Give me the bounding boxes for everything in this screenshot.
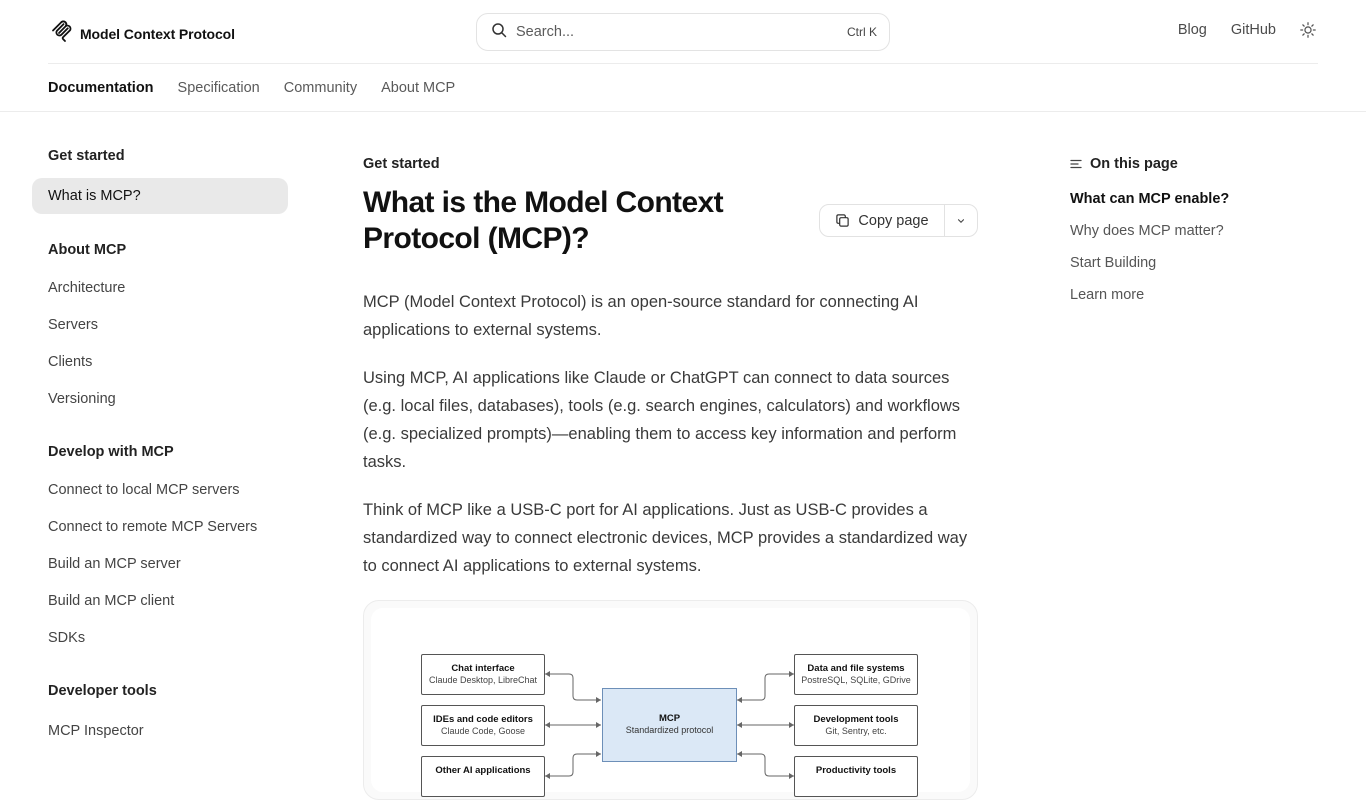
sidebar-item-mcp-inspector[interactable]: MCP Inspector [48, 723, 144, 739]
sidebar-item-architecture[interactable]: Architecture [48, 280, 126, 296]
body-paragraph: Using MCP, AI applications like Claude or ChatGPT can connect to data sources (e.g. local files, databases), tools (e.g. search engines, calculators) and workflows (e.g. specialized prompts)—enabling them to access key information and perform tasks. [363, 369, 961, 471]
tab-community[interactable]: Community [283, 80, 358, 96]
mcp-diagram-figure [363, 600, 978, 800]
search-placeholder: Search... [516, 24, 575, 40]
sidebar-group-title: Get started [48, 148, 125, 164]
sidebar-item-servers[interactable]: Servers [48, 317, 98, 333]
sidebar-group-title: About MCP [48, 242, 127, 258]
toc-item-learn-more[interactable]: Learn more [1070, 287, 1145, 303]
chevron-down-icon [956, 216, 966, 226]
tab-specification[interactable]: Specification [177, 80, 260, 96]
sidebar-item-what-is-mcp[interactable]: What is MCP? [32, 178, 288, 214]
copy-page-button[interactable] [820, 205, 945, 236]
diagram-box-data-file-systems: Data and file systems PostreSQL, SQLite, GDrive [794, 654, 918, 695]
github-link[interactable]: GitHub [1230, 22, 1276, 38]
brand-logo-link[interactable] [50, 19, 235, 48]
sidebar-group-title: Developer tools [48, 683, 157, 699]
list-icon [1070, 158, 1082, 170]
blog-link[interactable]: Blog [1177, 22, 1207, 38]
sidebar-item-sdks[interactable]: SDKs [48, 630, 86, 646]
body-paragraph: Think of MCP like a USB-C port for AI applications. Just as USB-C provides a standardized way to connect electronic devices, MCP provides a standardized way to connect AI applications to external systems. [363, 501, 968, 575]
search-shortcut: Ctrl K [847, 25, 877, 39]
sidebar-item-versioning[interactable]: Versioning [48, 391, 116, 407]
copy-page-label: Copy page [858, 212, 929, 229]
sidebar-group-title: Develop with MCP [48, 444, 174, 460]
diagram-box-productivity-tools: Productivity tools [794, 756, 918, 797]
diagram-box-dev-tools: Development tools Git, Sentry, etc. [794, 705, 918, 746]
sidebar-nav [32, 112, 288, 750]
sidebar-item-connect-remote[interactable]: Connect to remote MCP Servers [48, 519, 258, 535]
copy-icon [835, 213, 850, 228]
toc-item-why-mcp-matters[interactable]: Why does MCP matter? [1070, 223, 1224, 239]
sun-icon [1299, 21, 1317, 39]
intro-paragraph: MCP (Model Context Protocol) is an open-source standard for connecting AI applications to external systems. [363, 293, 919, 339]
search-bar[interactable] [476, 13, 890, 51]
search-icon [491, 22, 516, 43]
toc-title: On this page [1090, 156, 1178, 172]
sidebar-item-connect-local[interactable]: Connect to local MCP servers [48, 482, 240, 498]
top-tabs [48, 64, 455, 112]
page-eyebrow: Get started [363, 156, 440, 172]
tab-about-mcp[interactable]: About MCP [381, 80, 456, 96]
sidebar-item-build-client[interactable]: Build an MCP client [48, 593, 175, 609]
diagram-box-mcp: MCP Standardized protocol [602, 688, 737, 762]
diagram-box-other-ai-apps: Other AI applications [421, 756, 545, 797]
toc-item-what-can-mcp-enable[interactable]: What can MCP enable? [1070, 191, 1230, 207]
top-header [0, 0, 1366, 64]
page-title: What is the Model Context Protocol (MCP)? [363, 186, 724, 255]
sidebar-item-build-server[interactable]: Build an MCP server [48, 556, 181, 572]
brand-name: Model Context Protocol [80, 25, 235, 42]
toc-item-start-building[interactable]: Start Building [1070, 255, 1157, 271]
diagram-box-chat-interface: Chat interface Claude Desktop, LibreChat [421, 654, 545, 695]
tab-documentation[interactable]: Documentation [48, 64, 154, 112]
copy-options-dropdown[interactable] [945, 205, 977, 236]
diagram-box-ides: IDEs and code editors Claude Code, Goose [421, 705, 545, 746]
theme-toggle-button[interactable] [1298, 20, 1318, 40]
toc-heading [1070, 156, 1178, 172]
mcp-logo-icon [50, 19, 74, 48]
copy-page-group [819, 204, 978, 237]
sidebar-item-clients[interactable]: Clients [48, 354, 93, 370]
